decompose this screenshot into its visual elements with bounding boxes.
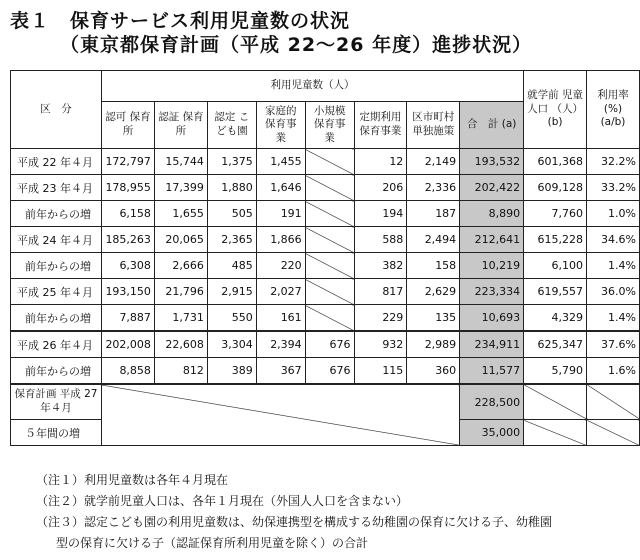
childcare-usage-table <box>10 70 640 446</box>
not-applicable-cell <box>305 279 354 305</box>
row-label: 前年からの増 <box>11 201 102 227</box>
usage-rate-cell: 1.0% <box>587 201 640 227</box>
table-row <box>11 175 640 201</box>
value-cell: 17,399 <box>154 175 207 201</box>
value-cell: 202,008 <box>101 331 154 358</box>
value-cell: 812 <box>154 358 207 385</box>
table-row <box>11 253 640 279</box>
plan-label: 保育計画 平成 27 年４月 <box>11 384 102 420</box>
preschool-population-cell: 619,557 <box>524 279 587 305</box>
usage-rate-cell: 1.4% <box>587 305 640 332</box>
table-row <box>11 149 640 175</box>
value-cell: 20,065 <box>154 227 207 253</box>
value-cell: 932 <box>354 331 407 358</box>
value-cell: 12 <box>354 149 407 175</box>
value-cell: 220 <box>256 253 305 279</box>
value-cell: 135 <box>407 305 460 332</box>
value-cell: 212,641 <box>460 227 524 253</box>
note-3-continued: 型の保育に欠ける子（認証保育所利用児童を除く）の合計 <box>56 536 369 550</box>
value-cell: 185,263 <box>101 227 154 253</box>
value-cell: 8,890 <box>460 201 524 227</box>
plan-row <box>11 384 640 420</box>
value-cell: 202,422 <box>460 175 524 201</box>
value-cell: 1,375 <box>207 149 256 175</box>
value-cell: 2,629 <box>407 279 460 305</box>
value-cell: 178,955 <box>101 175 154 201</box>
value-cell: 2,494 <box>407 227 460 253</box>
note-2: （注２）就学前児童人口は、各年１月現在（外国人人口を含まない） <box>36 494 409 508</box>
not-applicable-cell <box>524 420 587 446</box>
table-row <box>11 305 640 332</box>
usage-rate-cell: 1.4% <box>587 253 640 279</box>
value-cell: 229 <box>354 305 407 332</box>
value-cell: 161 <box>256 305 305 332</box>
value-cell: 2,336 <box>407 175 460 201</box>
value-cell: 6,158 <box>101 201 154 227</box>
row-label: 平成 23 年４月 <box>11 175 102 201</box>
value-cell: 8,858 <box>101 358 154 385</box>
preschool-population-cell: 7,760 <box>524 201 587 227</box>
value-cell: 1,455 <box>256 149 305 175</box>
header-usage-group: 利用児童数（人） <box>101 71 523 102</box>
preschool-population-cell: 625,347 <box>524 331 587 358</box>
header-row-1 <box>11 71 640 102</box>
header-preschool-population: 就学前 児童人口 （人） (b) <box>524 71 587 149</box>
value-cell: 191 <box>256 201 305 227</box>
value-cell: 550 <box>207 305 256 332</box>
header-col-0: 認可 保育所 <box>101 102 154 149</box>
not-applicable-cell <box>305 201 354 227</box>
preschool-population-cell: 609,128 <box>524 175 587 201</box>
note-3: （注３）認定こども園の利用児童数は、幼保連携型を構成する幼稚園の保育に欠ける子、幼稚園 <box>36 515 553 529</box>
header-col-1: 認証 保育所 <box>154 102 207 149</box>
value-cell: 187 <box>407 201 460 227</box>
not-applicable-cell <box>524 384 587 420</box>
value-cell: 193,150 <box>101 279 154 305</box>
value-cell: 21,796 <box>154 279 207 305</box>
table-row <box>11 227 640 253</box>
table-row <box>11 358 640 385</box>
usage-rate-cell: 37.6% <box>587 331 640 358</box>
plan-empty-area <box>101 384 459 446</box>
not-applicable-cell <box>305 253 354 279</box>
usage-rate-cell: 1.6% <box>587 358 640 385</box>
row-label: 前年からの増 <box>11 305 102 332</box>
value-cell: 3,304 <box>207 331 256 358</box>
value-cell: 382 <box>354 253 407 279</box>
value-cell: 7,887 <box>101 305 154 332</box>
value-cell: 817 <box>354 279 407 305</box>
row-label: 前年からの増 <box>11 253 102 279</box>
value-cell: 2,394 <box>256 331 305 358</box>
value-cell: 10,693 <box>460 305 524 332</box>
value-cell: 6,308 <box>101 253 154 279</box>
value-cell: 588 <box>354 227 407 253</box>
usage-rate-cell: 32.2% <box>587 149 640 175</box>
value-cell: 676 <box>305 358 354 385</box>
value-cell: 194 <box>354 201 407 227</box>
value-cell: 158 <box>407 253 460 279</box>
header-col-7: 合 計 (a) <box>460 102 524 149</box>
value-cell: 1,880 <box>207 175 256 201</box>
not-applicable-cell <box>305 305 354 332</box>
usage-rate-cell: 33.2% <box>587 175 640 201</box>
usage-rate-cell: 34.6% <box>587 227 640 253</box>
not-applicable-cell <box>587 384 640 420</box>
table-subtitle: （東京都保育計画（平成 22～26 年度）進捗状況） <box>60 34 533 56</box>
row-label: 平成 22 年４月 <box>11 149 102 175</box>
notes <box>36 470 552 554</box>
value-cell: 2,027 <box>256 279 305 305</box>
table-title: 表１ 保育サービス利用児童数の状況 <box>10 10 351 32</box>
value-cell: 15,744 <box>154 149 207 175</box>
row-label: 前年からの増 <box>11 358 102 385</box>
value-cell: 234,911 <box>460 331 524 358</box>
plan-total: 228,500 <box>460 384 524 420</box>
header-usage-rate: 利用率 (%) (a/b) <box>587 71 640 149</box>
value-cell: 505 <box>207 201 256 227</box>
value-cell: 389 <box>207 358 256 385</box>
note-1: （注１）利用児童数は各年４月現在 <box>36 473 229 487</box>
table-row <box>11 331 640 358</box>
preschool-population-cell: 601,368 <box>524 149 587 175</box>
row-label: 平成 25 年４月 <box>11 279 102 305</box>
value-cell: 485 <box>207 253 256 279</box>
preschool-population-cell: 4,329 <box>524 305 587 332</box>
value-cell: 1,731 <box>154 305 207 332</box>
value-cell: 2,365 <box>207 227 256 253</box>
preschool-population-cell: 615,228 <box>524 227 587 253</box>
not-applicable-cell <box>587 420 640 446</box>
value-cell: 1,866 <box>256 227 305 253</box>
row-label: 平成 26 年４月 <box>11 331 102 358</box>
value-cell: 11,577 <box>460 358 524 385</box>
table-row <box>11 201 640 227</box>
value-cell: 10,219 <box>460 253 524 279</box>
preschool-population-cell: 6,100 <box>524 253 587 279</box>
five-year-total: 35,000 <box>460 420 524 446</box>
value-cell: 2,989 <box>407 331 460 358</box>
value-cell: 2,149 <box>407 149 460 175</box>
header-col-2: 認定 こども園 <box>207 102 256 149</box>
not-applicable-cell <box>305 175 354 201</box>
header-col-5: 定期利用 保育事業 <box>354 102 407 149</box>
value-cell: 22,608 <box>154 331 207 358</box>
value-cell: 115 <box>354 358 407 385</box>
value-cell: 1,655 <box>154 201 207 227</box>
value-cell: 676 <box>305 331 354 358</box>
value-cell: 172,797 <box>101 149 154 175</box>
row-label: 平成 24 年４月 <box>11 227 102 253</box>
value-cell: 2,915 <box>207 279 256 305</box>
value-cell: 1,646 <box>256 175 305 201</box>
table-row <box>11 279 640 305</box>
header-kubun: 区 分 <box>11 71 102 149</box>
header-col-4: 小規模 保育事業 <box>305 102 354 149</box>
value-cell: 2,666 <box>154 253 207 279</box>
value-cell: 206 <box>354 175 407 201</box>
five-year-label: ５年間の増 <box>11 420 102 446</box>
value-cell: 223,334 <box>460 279 524 305</box>
header-col-3: 家庭的 保育事業 <box>256 102 305 149</box>
not-applicable-cell <box>305 149 354 175</box>
value-cell: 193,532 <box>460 149 524 175</box>
not-applicable-cell <box>305 227 354 253</box>
preschool-population-cell: 5,790 <box>524 358 587 385</box>
usage-rate-cell: 36.0% <box>587 279 640 305</box>
header-col-6: 区市町村 単独施策 <box>407 102 460 149</box>
value-cell: 367 <box>256 358 305 385</box>
value-cell: 360 <box>407 358 460 385</box>
